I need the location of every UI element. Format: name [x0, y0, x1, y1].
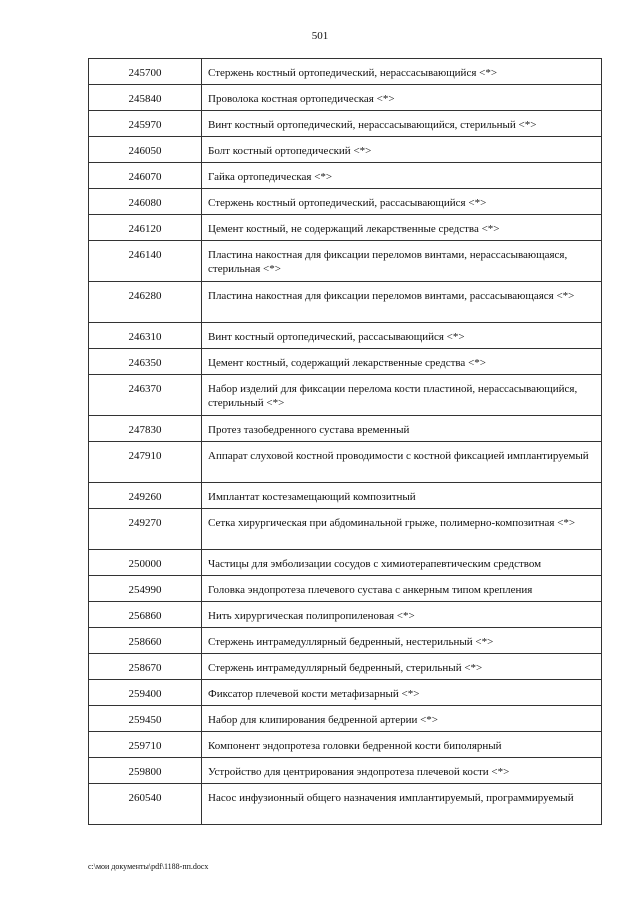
table-row	[89, 111, 602, 137]
name-cell: Компонент эндопротеза головки бедренной кости биполярный	[202, 732, 602, 758]
table-row	[89, 323, 602, 349]
code-cell: 246280	[89, 282, 202, 323]
name-cell: Фиксатор плечевой кости метафизарный <*>	[202, 680, 602, 706]
table-row	[89, 732, 602, 758]
name-cell: Пластина накостная для фиксации переломов винтами, рассасывающаяся <*>	[202, 282, 602, 323]
table-row	[89, 215, 602, 241]
page-number: 501	[311, 30, 329, 42]
table-row	[89, 442, 602, 483]
device-code-table	[88, 58, 602, 825]
name-cell: Винт костный ортопедический, нерассасывающийся, стерильный <*>	[202, 111, 602, 137]
name-cell: Сетка хирургическая при абдоминальной грыже, полимерно-композитная <*>	[202, 509, 602, 550]
table-row	[89, 59, 602, 85]
code-cell: 259400	[89, 680, 202, 706]
table-row	[89, 85, 602, 111]
table-row	[89, 189, 602, 215]
table-row	[89, 550, 602, 576]
code-cell: 246310	[89, 323, 202, 349]
table-row	[89, 509, 602, 550]
name-cell: Проволока костная ортопедическая <*>	[202, 85, 602, 111]
code-cell: 249270	[89, 509, 202, 550]
table-row	[89, 137, 602, 163]
code-cell: 246080	[89, 189, 202, 215]
code-cell: 258670	[89, 654, 202, 680]
name-cell: Имплантат костезамещающий композитный	[202, 483, 602, 509]
name-cell: Устройство для центрирования эндопротеза плечевой кости <*>	[202, 758, 602, 784]
table-row	[89, 628, 602, 654]
table-row	[89, 282, 602, 323]
name-cell: Стержень костный ортопедический, нерассасывающийся <*>	[202, 59, 602, 85]
code-cell: 245970	[89, 111, 202, 137]
table-row	[89, 375, 602, 416]
code-cell: 259800	[89, 758, 202, 784]
code-cell: 254990	[89, 576, 202, 602]
code-cell: 259450	[89, 706, 202, 732]
code-cell: 247910	[89, 442, 202, 483]
table-row	[89, 706, 602, 732]
name-cell: Набор изделий для фиксации перелома кости пластиной, нерассасывающийся, стерильный <*>	[202, 375, 602, 416]
name-cell: Цемент костный, не содержащий лекарственные средства <*>	[202, 215, 602, 241]
table-row	[89, 654, 602, 680]
code-cell: 259710	[89, 732, 202, 758]
table-row	[89, 483, 602, 509]
name-cell: Набор для клипирования бедренной артерии <*>	[202, 706, 602, 732]
name-cell: Гайка ортопедическая <*>	[202, 163, 602, 189]
code-cell: 245840	[89, 85, 202, 111]
table-row	[89, 163, 602, 189]
code-cell: 246120	[89, 215, 202, 241]
code-cell: 260540	[89, 784, 202, 825]
code-cell: 250000	[89, 550, 202, 576]
name-cell: Стержень интрамедуллярный бедренный, стерильный <*>	[202, 654, 602, 680]
name-cell: Стержень костный ортопедический, рассасывающийся <*>	[202, 189, 602, 215]
name-cell: Головка эндопротеза плечевого сустава с анкерным типом крепления	[202, 576, 602, 602]
document-file-path: c:\мои документы\pdf\1188-пп.docx	[88, 862, 209, 871]
name-cell: Стержень интрамедуллярный бедренный, нестерильный <*>	[202, 628, 602, 654]
code-cell: 246350	[89, 349, 202, 375]
name-cell: Болт костный ортопедический <*>	[202, 137, 602, 163]
table-row	[89, 602, 602, 628]
code-cell: 258660	[89, 628, 202, 654]
code-cell: 247830	[89, 416, 202, 442]
table-row	[89, 758, 602, 784]
code-cell: 246070	[89, 163, 202, 189]
name-cell: Насос инфузионный общего назначения имплантируемый, программируемый	[202, 784, 602, 825]
table-row	[89, 241, 602, 282]
code-cell: 246140	[89, 241, 202, 282]
table-row	[89, 576, 602, 602]
name-cell: Пластина накостная для фиксации переломов винтами, нерассасывающаяся, стерильная <*>	[202, 241, 602, 282]
code-cell: 256860	[89, 602, 202, 628]
name-cell: Нить хирургическая полипропиленовая <*>	[202, 602, 602, 628]
code-cell: 249260	[89, 483, 202, 509]
table-row	[89, 349, 602, 375]
name-cell: Частицы для эмболизации сосудов с химиотерапевтическим средством	[202, 550, 602, 576]
name-cell: Аппарат слуховой костной проводимости с костной фиксацией имплантируемый	[202, 442, 602, 483]
code-cell: 246370	[89, 375, 202, 416]
name-cell: Винт костный ортопедический, рассасывающийся <*>	[202, 323, 602, 349]
code-cell: 245700	[89, 59, 202, 85]
code-cell: 246050	[89, 137, 202, 163]
table-row	[89, 784, 602, 825]
table-row	[89, 416, 602, 442]
table-row	[89, 680, 602, 706]
name-cell: Цемент костный, содержащий лекарственные средства <*>	[202, 349, 602, 375]
name-cell: Протез тазобедренного сустава временный	[202, 416, 602, 442]
